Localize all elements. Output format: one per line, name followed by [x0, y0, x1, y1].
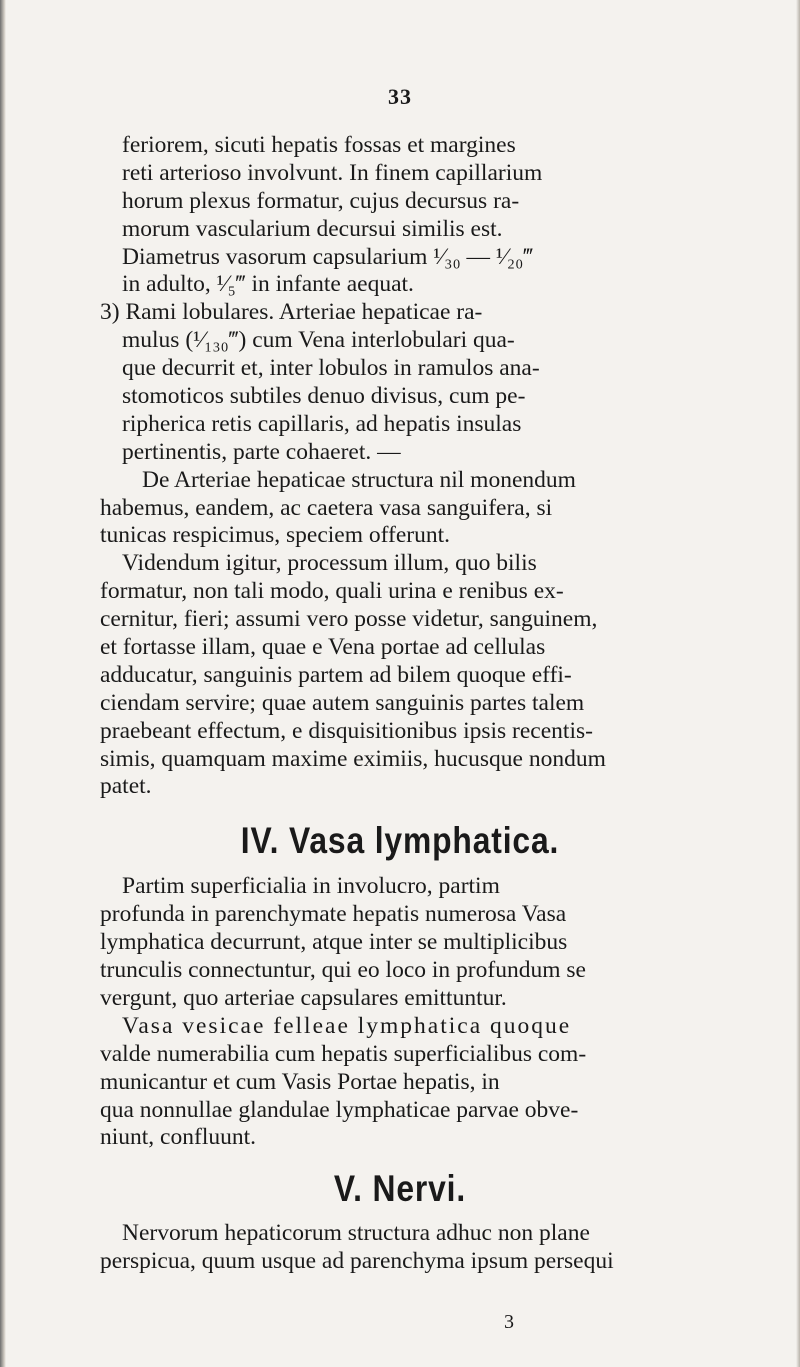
text-line: Videndum igitur, processum illum, quo bilis	[122, 550, 537, 577]
text-line: qua nonnullae glandulae lymphaticae parvae obve-	[100, 1096, 579, 1123]
text-line: praebeant effectum, e disquisitionibus ipsis recentis-	[100, 717, 593, 744]
text-line: formatur, non tali modo, quali urina e renibus ex-	[100, 578, 564, 605]
text-line: Vasa vesicae felleae lymphatica quoque	[122, 1012, 572, 1039]
text-line: ripherica retis capillaris, ad hepatis insulas	[122, 410, 522, 437]
text-line: lymphatica decurrunt, atque inter se multiplicibus	[100, 929, 568, 956]
text-line: reti arterioso involvunt. In finem capillarium	[122, 159, 543, 186]
text-line: 3) Rami lobulares. Arteriae hepaticae ra-	[100, 299, 483, 326]
text-line: mulus (¹⁄₁₃₀‴) cum Vena interlobulari qua-	[122, 327, 515, 354]
text-line: profunda in parenchymate hepatis numerosa Vasa	[100, 901, 567, 928]
section-heading-nervi: V. Nervi.	[333, 1168, 467, 1210]
text-line: morum vascularium decursui similis est.	[122, 215, 503, 242]
text-line: niunt, confluunt.	[100, 1124, 256, 1151]
page-number: 33	[388, 84, 412, 109]
text-line: stomoticos subtiles denuo divisus, cum pe-	[122, 383, 526, 410]
section-heading-lymphatica: IV. Vasa lymphatica.	[240, 820, 560, 862]
text-line: perspicua, quum usque ad parenchyma ipsum persequi	[100, 1248, 614, 1275]
signature-mark: 3	[504, 1311, 514, 1333]
text-line: vergunt, quo arteriae capsulares emittuntur.	[100, 984, 507, 1011]
body-text	[0, 132, 800, 1276]
text-line: simis, quamquam maxime eximiis, hucusque nondum	[100, 745, 606, 772]
text-line: ciendam servire; quae autem sanguinis partes talem	[100, 689, 585, 716]
text-line: Partim superficialia in involucro, partim	[122, 873, 500, 900]
text-line: Diametrus vasorum capsularium ¹⁄₃₀ — ¹⁄₂₀‴	[122, 243, 534, 270]
text-line: in adulto, ¹⁄₅‴ in infante aequat.	[122, 271, 414, 298]
text-line: tunicas respicimus, speciem offerunt.	[100, 522, 451, 549]
text-line: horum plexus formatur, cujus decursus ra-	[122, 187, 520, 214]
text-line: adducatur, sanguinis partem ad bilem quoque effi-	[100, 661, 572, 688]
text-line: et fortasse illam, quae e Vena portae ad cellulas	[100, 634, 546, 661]
text-line: patet.	[100, 773, 152, 800]
text-line: que decurrit et, inter lobulos in ramulos ana-	[122, 355, 540, 382]
text-line: habemus, eandem, ac caetera vasa sanguifera, si	[100, 494, 553, 521]
text-line: valde numerabilia cum hepatis superficialibus com-	[100, 1040, 587, 1067]
text-line: municantur et cum Vasis Portae hepatis, in	[100, 1068, 500, 1095]
text-line: Nervorum hepaticorum structura adhuc non plane	[122, 1220, 590, 1247]
text-line: cernitur, fieri; assumi vero posse videtur, sanguinem,	[100, 606, 598, 633]
text-line: trunculis connectuntur, qui eo loco in profundum se	[100, 957, 586, 984]
text-line: pertinentis, parte cohaeret. —	[122, 438, 401, 465]
text-line: feriorem, sicuti hepatis fossas et margines	[122, 132, 516, 158]
text-line: De Arteriae hepaticae structura nil monendum	[142, 466, 576, 493]
